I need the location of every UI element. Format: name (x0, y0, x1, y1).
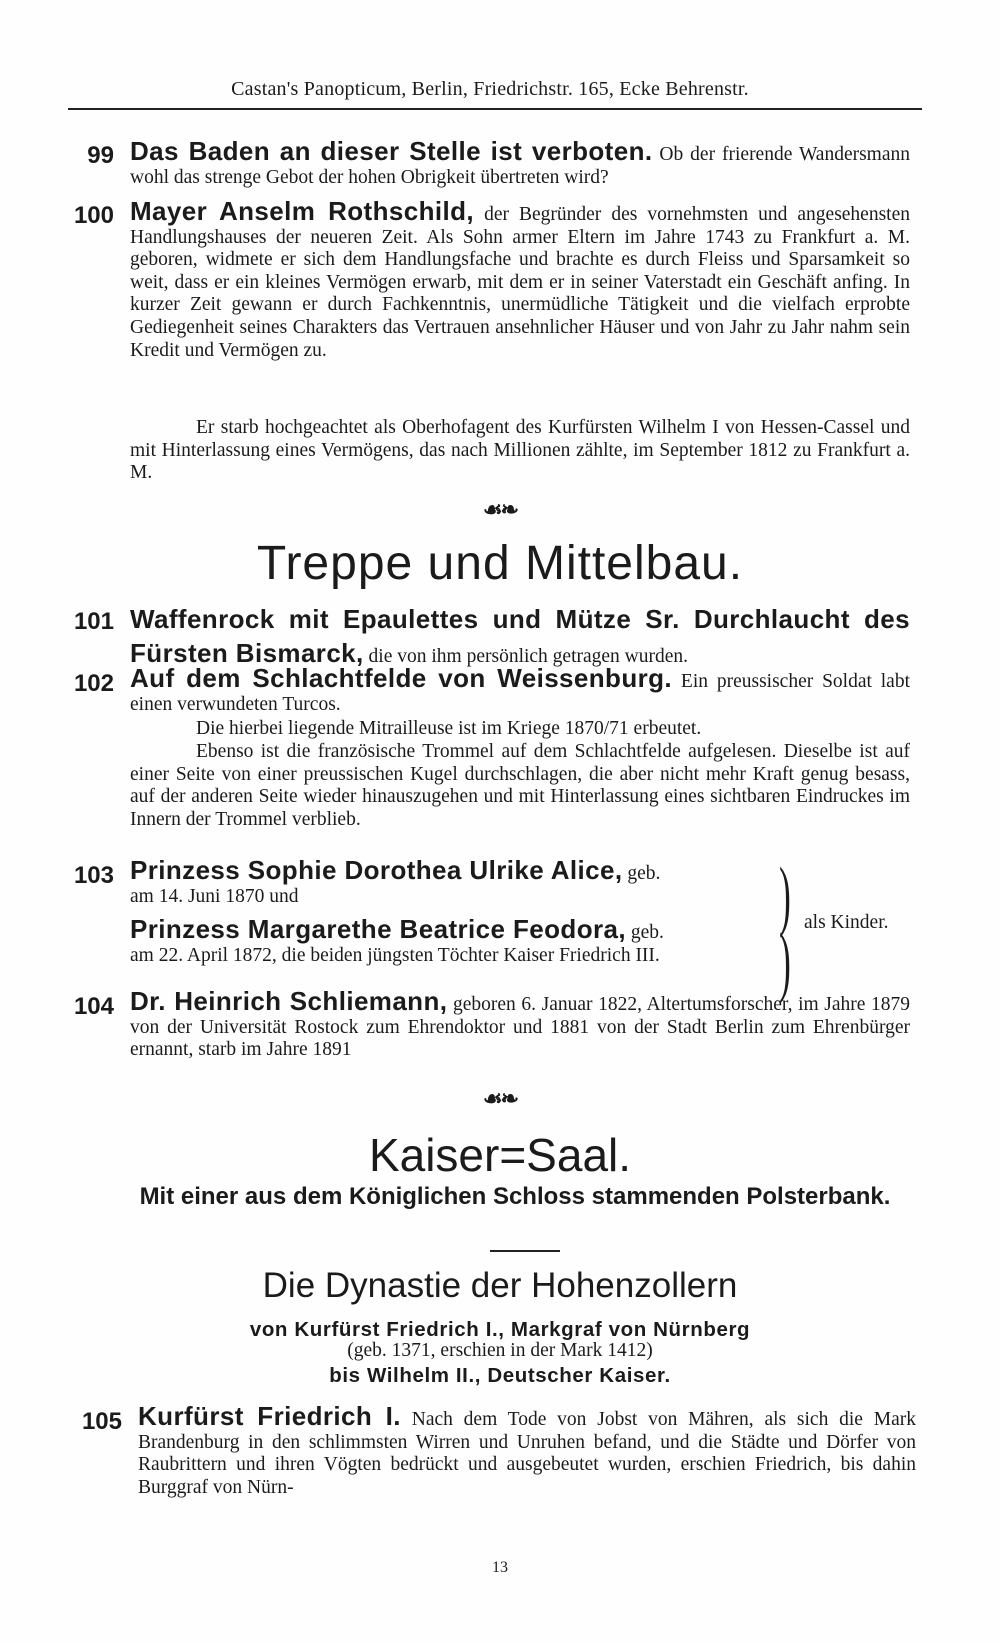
brace-bottom: ) (779, 917, 791, 1004)
dynasty-line: bis Wilhelm II., Deutscher Kaiser. (329, 1364, 671, 1387)
entry-text: der Begründer des vornehmsten und angesehensten Handlungshauses der neueren Zeit. Als Sohn armer Eltern im Jahre 1743 zu Frankfurt a. M. geboren, widmete er sich dem Handlungsfache und brachte es durch Fleiss und Sparsamkeit so weit, dass er ein kleines Vermögen erwarb, mit dem er in seiner Vaterstadt ein Geschäft anfing. In kurzer Zeit gewann er durch Fachkenntnis, unermüdliche Tätigkeit und die vielfach erprobte Gediegenheit seines Charakters das Vertrauen ansehnlicher Häuser und von Jahr zu Jahr nahm sein Kredit und Vermögen zu. (130, 204, 911, 361)
page-header: Castan's Panopticum, Berlin, Friedrichstr. 165, Ecke Behrenstr. (231, 78, 749, 100)
ornament: ☙❧ (482, 1086, 518, 1111)
entry-103-side-note: als Kinder. (804, 912, 889, 933)
entry-title: Prinzess Margarethe Beatrice Feodora, (130, 914, 626, 944)
entry-text: Nach dem Tode von Jobst von Mähren, als sich die Mark Brandenburg in den schlimmsten Wirren und Unruhen befand, und die Städte und Dörfer von Raubrittern und ihren Vögten bedrückt und ausgebeutet wurden, erschien Friedrich, bis dahin Burggraf von Nürn- (138, 1409, 916, 1498)
ornament: ☙❧ (482, 497, 518, 522)
entry-text: geboren 6. Januar 1822, Altertumsforscher, im Jahre 1879 von der Universität Rostock zum Ehrendoktor und 1881 von der Stadt Berlin zum Ehrenbürger ernannt, starb im Jahre 1891 (130, 994, 911, 1061)
entry-title: Waffenrock mit Epaulettes und Mütze Sr. Durchlaucht des Fürsten Bismarck, (130, 604, 910, 668)
entry-text: geb. (630, 922, 664, 943)
divider (490, 1250, 560, 1252)
section-title-kaiser: Kaiser=Saal. (368, 1129, 632, 1181)
entry-title: Dr. Heinrich Schliemann, (130, 986, 448, 1016)
entry-101 (130, 604, 910, 672)
section-title-treppe: Treppe und Mittelbau. (256, 537, 744, 590)
entry-102-paragraph: Die hierbei liegende Mitrailleuse ist im Kriege 1870/71 erbeutet. (196, 718, 702, 739)
page-number: 13 (492, 1559, 508, 1576)
entry-text: am 22. April 1872, die beiden jüngsten Töchter Kaiser Friedrich III. (130, 944, 660, 966)
entry-title: Mayer Anselm Rothschild, (130, 196, 475, 226)
entry-105 (138, 1401, 916, 1499)
section-title-dynastie: Die Dynastie der Hohenzollern (262, 1266, 738, 1305)
entry-number: 101 (73, 608, 114, 635)
entry-number: 105 (81, 1408, 122, 1435)
section-subtitle: Mit einer aus dem Königlichen Schloss stammenden Polsterbank. (139, 1183, 891, 1210)
entry-text: die von ihm persönlich getragen wurden. (368, 646, 689, 667)
entry-title: Das Baden an dieser Stelle ist verboten. (130, 136, 653, 166)
entry-title: Kurfürst Friedrich I. (138, 1401, 401, 1431)
entry-102 (130, 663, 910, 716)
entry-100-paragraph: Er starb hochgeachtet als Oberhofagent des Kurfürsten Wilhelm I von Hessen-Cassel und mit Hinterlassung eines Vermögens, das nach Millionen zählte, im September 1812 zu Frankfurt a. M. (130, 417, 910, 484)
entry-title: Prinzess Sophie Dorothea Ulrike Alice, (130, 855, 623, 885)
entry-100 (130, 196, 911, 362)
entry-text: Ein preussischer Soldat labt einen verwundeten Turcos. (130, 671, 910, 715)
entry-text: am 14. Juni 1870 und (130, 885, 299, 907)
entry-99 (130, 136, 910, 189)
entry-103-first (130, 855, 770, 908)
entry-text: Ob der frierende Wandersmann wohl das strenge Gebot der hohen Obrigkeit übertreten wird? (130, 144, 910, 188)
entry-102-paragraph: Ebenso ist die französische Trommel auf dem Schlachtfelde aufgelesen. Dieselbe ist auf einer Seite von einer preussischen Kugel durchschlagen, die aber nicht mehr Kraft genug besass, auf der anderen Seite wieder hinauszugehen und mit Hinterlassung eines sichtbaren Eindruckes im Innern der Trommel verblieb. (130, 741, 910, 830)
entry-text: geb. (627, 863, 661, 884)
dynasty-line: (geb. 1371, erschien in der Mark 1412) (347, 1340, 653, 1361)
entry-number: 103 (73, 862, 114, 889)
entry-number: 104 (73, 993, 114, 1020)
entry-title: Auf dem Schlachtfelde von Weissenburg. (130, 663, 673, 693)
entry-103-second (130, 914, 770, 967)
brace-top: ) (779, 851, 791, 938)
entry-104 (130, 986, 911, 1062)
entry-number: 100 (73, 202, 114, 229)
entry-number: 99 (87, 142, 114, 169)
header-rule (68, 108, 922, 110)
dynasty-line: von Kurfürst Friedrich I., Markgraf von Nürnberg (249, 1318, 751, 1341)
entry-number: 102 (73, 670, 114, 697)
